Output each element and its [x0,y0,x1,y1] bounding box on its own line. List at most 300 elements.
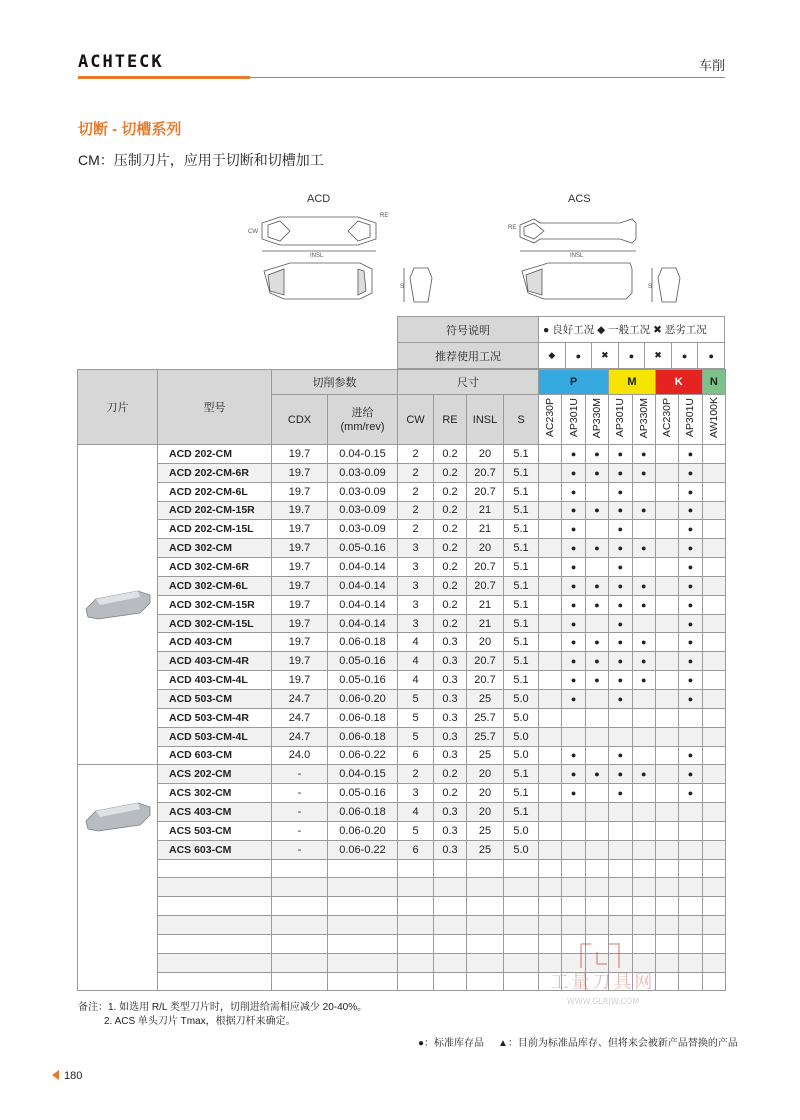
model-cell: ACD 202-CM-6R [158,463,272,482]
grade-availability-cell [539,445,562,464]
grade-availability-cell [585,501,608,520]
cw-cell: 2 [398,463,434,482]
acd-s-label: S [400,284,405,290]
empty-cell [539,878,562,897]
feed-cell: 0.04-0.15 [328,765,398,784]
cdx-cell: 24.7 [272,689,328,708]
empty-cell [158,934,272,953]
empty-cell [434,953,467,972]
page-number: 180 [52,1070,82,1082]
grade-availability-cell [655,445,678,464]
insl-cell: 25 [467,746,504,765]
grade-availability-cell [539,576,562,595]
grade-availability-cell [679,671,702,690]
grade-availability-cell [702,633,725,652]
feed-cell: 0.05-0.16 [328,784,398,803]
grade-availability-cell [609,746,632,765]
empty-cell [328,972,398,991]
grade-availability-cell [679,803,702,822]
empty-cell [702,859,725,878]
grade-header-cell [585,395,608,445]
insl-cell: 20 [467,765,504,784]
grade-availability-cell [585,520,608,539]
grade-availability-cell [539,595,562,614]
cw-cell: 5 [398,727,434,746]
feed-cell: 0.05-0.16 [328,539,398,558]
empty-row [78,916,726,935]
re-cell: 0.2 [434,539,467,558]
empty-cell [679,953,702,972]
grade-availability-cell [655,576,678,595]
grade-availability-cell [562,520,585,539]
grade-availability-cell [539,463,562,482]
empty-cell [467,859,504,878]
grade-availability-cell [585,803,608,822]
grade-availability-cell [655,520,678,539]
grade-availability-cell [585,784,608,803]
grade-availability-cell [655,501,678,520]
section-subtitle: CM：压制刀片，应用于切断和切槽加工 [78,152,324,168]
grade-availability-cell [655,539,678,558]
grade-header: AW100K [707,397,720,439]
empty-cell [434,934,467,953]
grade-availability-cell [609,595,632,614]
feed-cell: 0.03-0.09 [328,501,398,520]
grade-availability-cell [585,671,608,690]
table-row [78,595,726,614]
model-cell: ACD 202-CM-15L [158,520,272,539]
grade-availability-cell [679,482,702,501]
empty-cell [655,878,678,897]
empty-cell [632,859,655,878]
insl-cell: 20 [467,633,504,652]
cdx-cell: - [272,821,328,840]
cdx-cell: 19.7 [272,463,328,482]
empty-cell [655,916,678,935]
empty-cell [609,897,632,916]
recommend-icon: ◆ [539,343,566,369]
cdx-cell: 24.7 [272,727,328,746]
empty-row [78,878,726,897]
acs-drawing-label: ACS [568,193,591,205]
empty-cell [272,972,328,991]
insl-cell: 20.7 [467,652,504,671]
grade-availability-cell [562,765,585,784]
cw-cell: 5 [398,821,434,840]
empty-cell [434,897,467,916]
empty-cell [504,878,539,897]
empty-cell [702,934,725,953]
insl-cell: 25 [467,821,504,840]
grade-availability-cell [679,520,702,539]
insl-cell: 20 [467,803,504,822]
grade-availability-cell [562,652,585,671]
cw-cell: 3 [398,784,434,803]
recommend-icon: ✖ [645,343,672,369]
feed-cell: 0.06-0.20 [328,821,398,840]
table-row [78,652,726,671]
watermark-logo [533,940,673,1010]
grade-availability-cell [632,689,655,708]
empty-cell [158,916,272,935]
grade-availability-cell [609,482,632,501]
grade-header-cell [632,395,655,445]
grade-availability-cell [539,784,562,803]
grade-availability-cell [562,633,585,652]
grade-availability-cell [609,803,632,822]
grade-availability-cell [539,520,562,539]
acd-side-view [400,262,440,310]
grade-availability-cell [702,614,725,633]
grade-availability-cell [609,614,632,633]
grade-availability-cell [562,576,585,595]
grade-availability-cell [562,558,585,577]
notes [78,1001,367,1029]
grade-availability-cell [562,595,585,614]
grade-availability-cell [632,595,655,614]
grade-availability-cell [562,539,585,558]
cdx-cell: 24.0 [272,746,328,765]
recommend-icon: ● [671,343,698,369]
feed-cell: 0.06-0.18 [328,708,398,727]
grade-availability-cell [539,803,562,822]
cw-cell: 2 [398,445,434,464]
grade-availability-cell [609,671,632,690]
grade-availability-cell [679,727,702,746]
empty-cell [398,878,434,897]
grade-availability-cell [632,633,655,652]
grade-availability-cell [539,558,562,577]
grade-availability-cell [655,746,678,765]
table-row [78,708,726,727]
re-cell: 0.3 [434,746,467,765]
feed-cell: 0.06-0.22 [328,840,398,859]
empty-cell [632,916,655,935]
acd-technical-drawing [240,205,400,310]
cw-cell: 2 [398,501,434,520]
re-cell: 0.3 [434,840,467,859]
cw-cell: 6 [398,840,434,859]
model-cell: ACD 202-CM [158,445,272,464]
empty-cell [609,859,632,878]
s-cell: 5.1 [504,463,539,482]
table-row [78,803,726,822]
grade-availability-cell [609,689,632,708]
table-row [78,463,726,482]
acd-re-label: RE [380,213,389,219]
grade-availability-cell [585,708,608,727]
re-cell: 0.2 [434,445,467,464]
recommend-icon: ● [698,343,725,369]
cdx-cell: - [272,840,328,859]
cdx-cell: 19.7 [272,652,328,671]
grade-availability-cell [562,803,585,822]
table-row [78,746,726,765]
grade-availability-cell [609,727,632,746]
s-cell: 5.0 [504,746,539,765]
acs-side-view [648,262,688,310]
grade-availability-cell [655,689,678,708]
grade-availability-cell [702,463,725,482]
insl-cell: 21 [467,501,504,520]
empty-cell [328,897,398,916]
grade-availability-cell [539,746,562,765]
s-cell: 5.1 [504,558,539,577]
feed-cell: 0.06-0.18 [328,633,398,652]
empty-cell [272,916,328,935]
empty-cell [702,972,725,991]
cw-cell: 3 [398,539,434,558]
col-re-header: RE [434,395,467,445]
model-cell: ACD 503-CM [158,689,272,708]
re-cell: 0.3 [434,689,467,708]
model-cell: ACD 403-CM-4L [158,671,272,690]
feed-cell: 0.04-0.14 [328,614,398,633]
col-model-header: 型号 [158,370,272,445]
table-row [78,539,726,558]
grade-availability-cell [702,708,725,727]
empty-cell [398,897,434,916]
grade-availability-cell [655,765,678,784]
grade-availability-cell [655,727,678,746]
re-cell: 0.2 [434,463,467,482]
table-row [78,558,726,577]
recommend-label: 推荐使用工况 [398,343,539,369]
feed-cell: 0.03-0.09 [328,482,398,501]
grade-header-cell [562,395,585,445]
acd-insert-photo [82,583,154,623]
grade-availability-cell [585,689,608,708]
grade-availability-cell [632,821,655,840]
table-row [78,821,726,840]
s-cell: 5.1 [504,614,539,633]
feed-cell: 0.05-0.16 [328,652,398,671]
cw-cell: 2 [398,520,434,539]
cw-cell: 5 [398,689,434,708]
re-cell: 0.2 [434,558,467,577]
grade-availability-cell [632,727,655,746]
acd-insert-image-cell [78,445,158,765]
grade-availability-cell [562,746,585,765]
grade-availability-cell [679,708,702,727]
s-cell: 5.0 [504,821,539,840]
grade-availability-cell [702,652,725,671]
grade-availability-cell [679,746,702,765]
s-cell: 5.1 [504,652,539,671]
s-cell: 5.1 [504,501,539,520]
feed-cell: 0.04-0.14 [328,595,398,614]
grade-availability-cell [585,539,608,558]
s-cell: 5.1 [504,784,539,803]
grade-availability-cell [655,821,678,840]
insl-cell: 20 [467,445,504,464]
grade-availability-cell [632,765,655,784]
grade-availability-cell [679,558,702,577]
grade-availability-cell [539,708,562,727]
grade-availability-cell [702,784,725,803]
model-cell: ACS 603-CM [158,840,272,859]
cw-cell: 3 [398,614,434,633]
insl-cell: 20.7 [467,558,504,577]
s-cell: 5.1 [504,803,539,822]
cw-cell: 4 [398,671,434,690]
grade-availability-cell [632,576,655,595]
feed-cell: 0.06-0.18 [328,803,398,822]
grade-header-cell [609,395,632,445]
cdx-cell: 24.7 [272,708,328,727]
insl-cell: 25 [467,840,504,859]
empty-cell [679,934,702,953]
watermark-url: WWW.GLRJW.COM [566,997,640,1006]
grade-availability-cell [632,652,655,671]
feed-cell: 0.03-0.09 [328,463,398,482]
cdx-cell: 19.7 [272,671,328,690]
cw-cell: 4 [398,652,434,671]
empty-cell [504,859,539,878]
grade-availability-cell [609,539,632,558]
empty-cell [328,934,398,953]
grade-availability-cell [632,482,655,501]
empty-cell [562,897,585,916]
grade-availability-cell [655,595,678,614]
brand-logo: ACHTECK [78,52,164,72]
empty-cell [158,897,272,916]
empty-cell [702,878,725,897]
cw-cell: 2 [398,482,434,501]
cut-params-header: 切削参数 [272,370,398,395]
model-cell: ACD 302-CM-6R [158,558,272,577]
category-label: 车削 [698,58,725,73]
grade-availability-cell [632,784,655,803]
empty-cell [504,916,539,935]
grade-availability-cell [562,840,585,859]
footer-stock-legend: ●：标准库存品 [418,1038,485,1049]
grade-availability-cell [632,614,655,633]
re-cell: 0.2 [434,784,467,803]
grade-availability-cell [679,463,702,482]
insl-cell: 21 [467,614,504,633]
re-cell: 0.3 [434,727,467,746]
grade-availability-cell [679,501,702,520]
grade-availability-cell [539,539,562,558]
empty-cell [434,916,467,935]
model-cell: ACS 202-CM [158,765,272,784]
symbol-legend-label: 符号说明 [398,317,539,343]
grade-availability-cell [655,482,678,501]
re-cell: 0.2 [434,614,467,633]
s-cell: 5.0 [504,727,539,746]
watermark-text: 工量刀具网 [550,972,656,993]
re-cell: 0.3 [434,633,467,652]
recommend-icon: ● [565,343,592,369]
feed-cell: 0.03-0.09 [328,520,398,539]
grade-header-cell [539,395,562,445]
table-row [78,689,726,708]
footer-replace-legend: ▲：目前为标准品库存、但将来会被新产品替换的产品 [498,1038,738,1049]
insl-cell: 25.7 [467,708,504,727]
grade-header: AP330M [590,397,603,439]
empty-cell [562,878,585,897]
grade-availability-cell [632,463,655,482]
table-row [78,576,726,595]
col-cw-header: CW [398,395,434,445]
cdx-cell: 19.7 [272,595,328,614]
grade-availability-cell [632,746,655,765]
table-row [78,520,726,539]
grade-availability-cell [609,821,632,840]
re-cell: 0.2 [434,520,467,539]
grade-availability-cell [655,614,678,633]
model-cell: ACD 202-CM-15R [158,501,272,520]
feed-cell: 0.06-0.20 [328,689,398,708]
grade-availability-cell [702,576,725,595]
empty-cell [539,916,562,935]
re-cell: 0.3 [434,671,467,690]
grade-availability-cell [702,482,725,501]
empty-cell [632,897,655,916]
insl-cell: 20.7 [467,671,504,690]
model-cell: ACD 403-CM-4R [158,652,272,671]
empty-cell [679,897,702,916]
grade-header: AC230P [661,398,674,438]
section-title: 切断 - 切槽系列 [78,121,182,138]
table-row [78,765,726,784]
model-cell: ACD 503-CM-4R [158,708,272,727]
table-row [78,614,726,633]
insl-cell: 20.7 [467,463,504,482]
empty-cell [434,878,467,897]
grade-availability-cell [609,520,632,539]
grade-availability-cell [562,689,585,708]
grade-availability-cell [539,652,562,671]
empty-cell [585,859,608,878]
grade-availability-cell [702,727,725,746]
feed-cell: 0.04-0.14 [328,558,398,577]
model-cell: ACS 302-CM [158,784,272,803]
grade-availability-cell [655,671,678,690]
model-cell: ACS 503-CM [158,821,272,840]
grade-availability-cell [632,558,655,577]
grade-availability-cell [585,614,608,633]
grade-header: AP301U [684,398,697,438]
empty-cell [272,859,328,878]
re-cell: 0.3 [434,821,467,840]
s-cell: 5.1 [504,765,539,784]
col-s-header: S [504,395,539,445]
empty-cell [398,934,434,953]
grade-availability-cell [679,445,702,464]
grade-availability-cell [702,445,725,464]
cw-cell: 3 [398,576,434,595]
grade-availability-cell [585,595,608,614]
grade-availability-cell [679,539,702,558]
s-cell: 5.0 [504,840,539,859]
cdx-cell: 19.7 [272,501,328,520]
grade-availability-cell [679,840,702,859]
acd-cw-label: CW [248,229,258,235]
grade-availability-cell [609,501,632,520]
empty-cell [398,972,434,991]
cw-cell: 3 [398,595,434,614]
empty-cell [272,934,328,953]
grade-availability-cell [609,708,632,727]
grade-availability-cell [609,463,632,482]
col-insl-header: INSL [467,395,504,445]
feed-cell: 0.04-0.15 [328,445,398,464]
grade-availability-cell [562,482,585,501]
grade-availability-cell [539,727,562,746]
insl-cell: 25 [467,689,504,708]
